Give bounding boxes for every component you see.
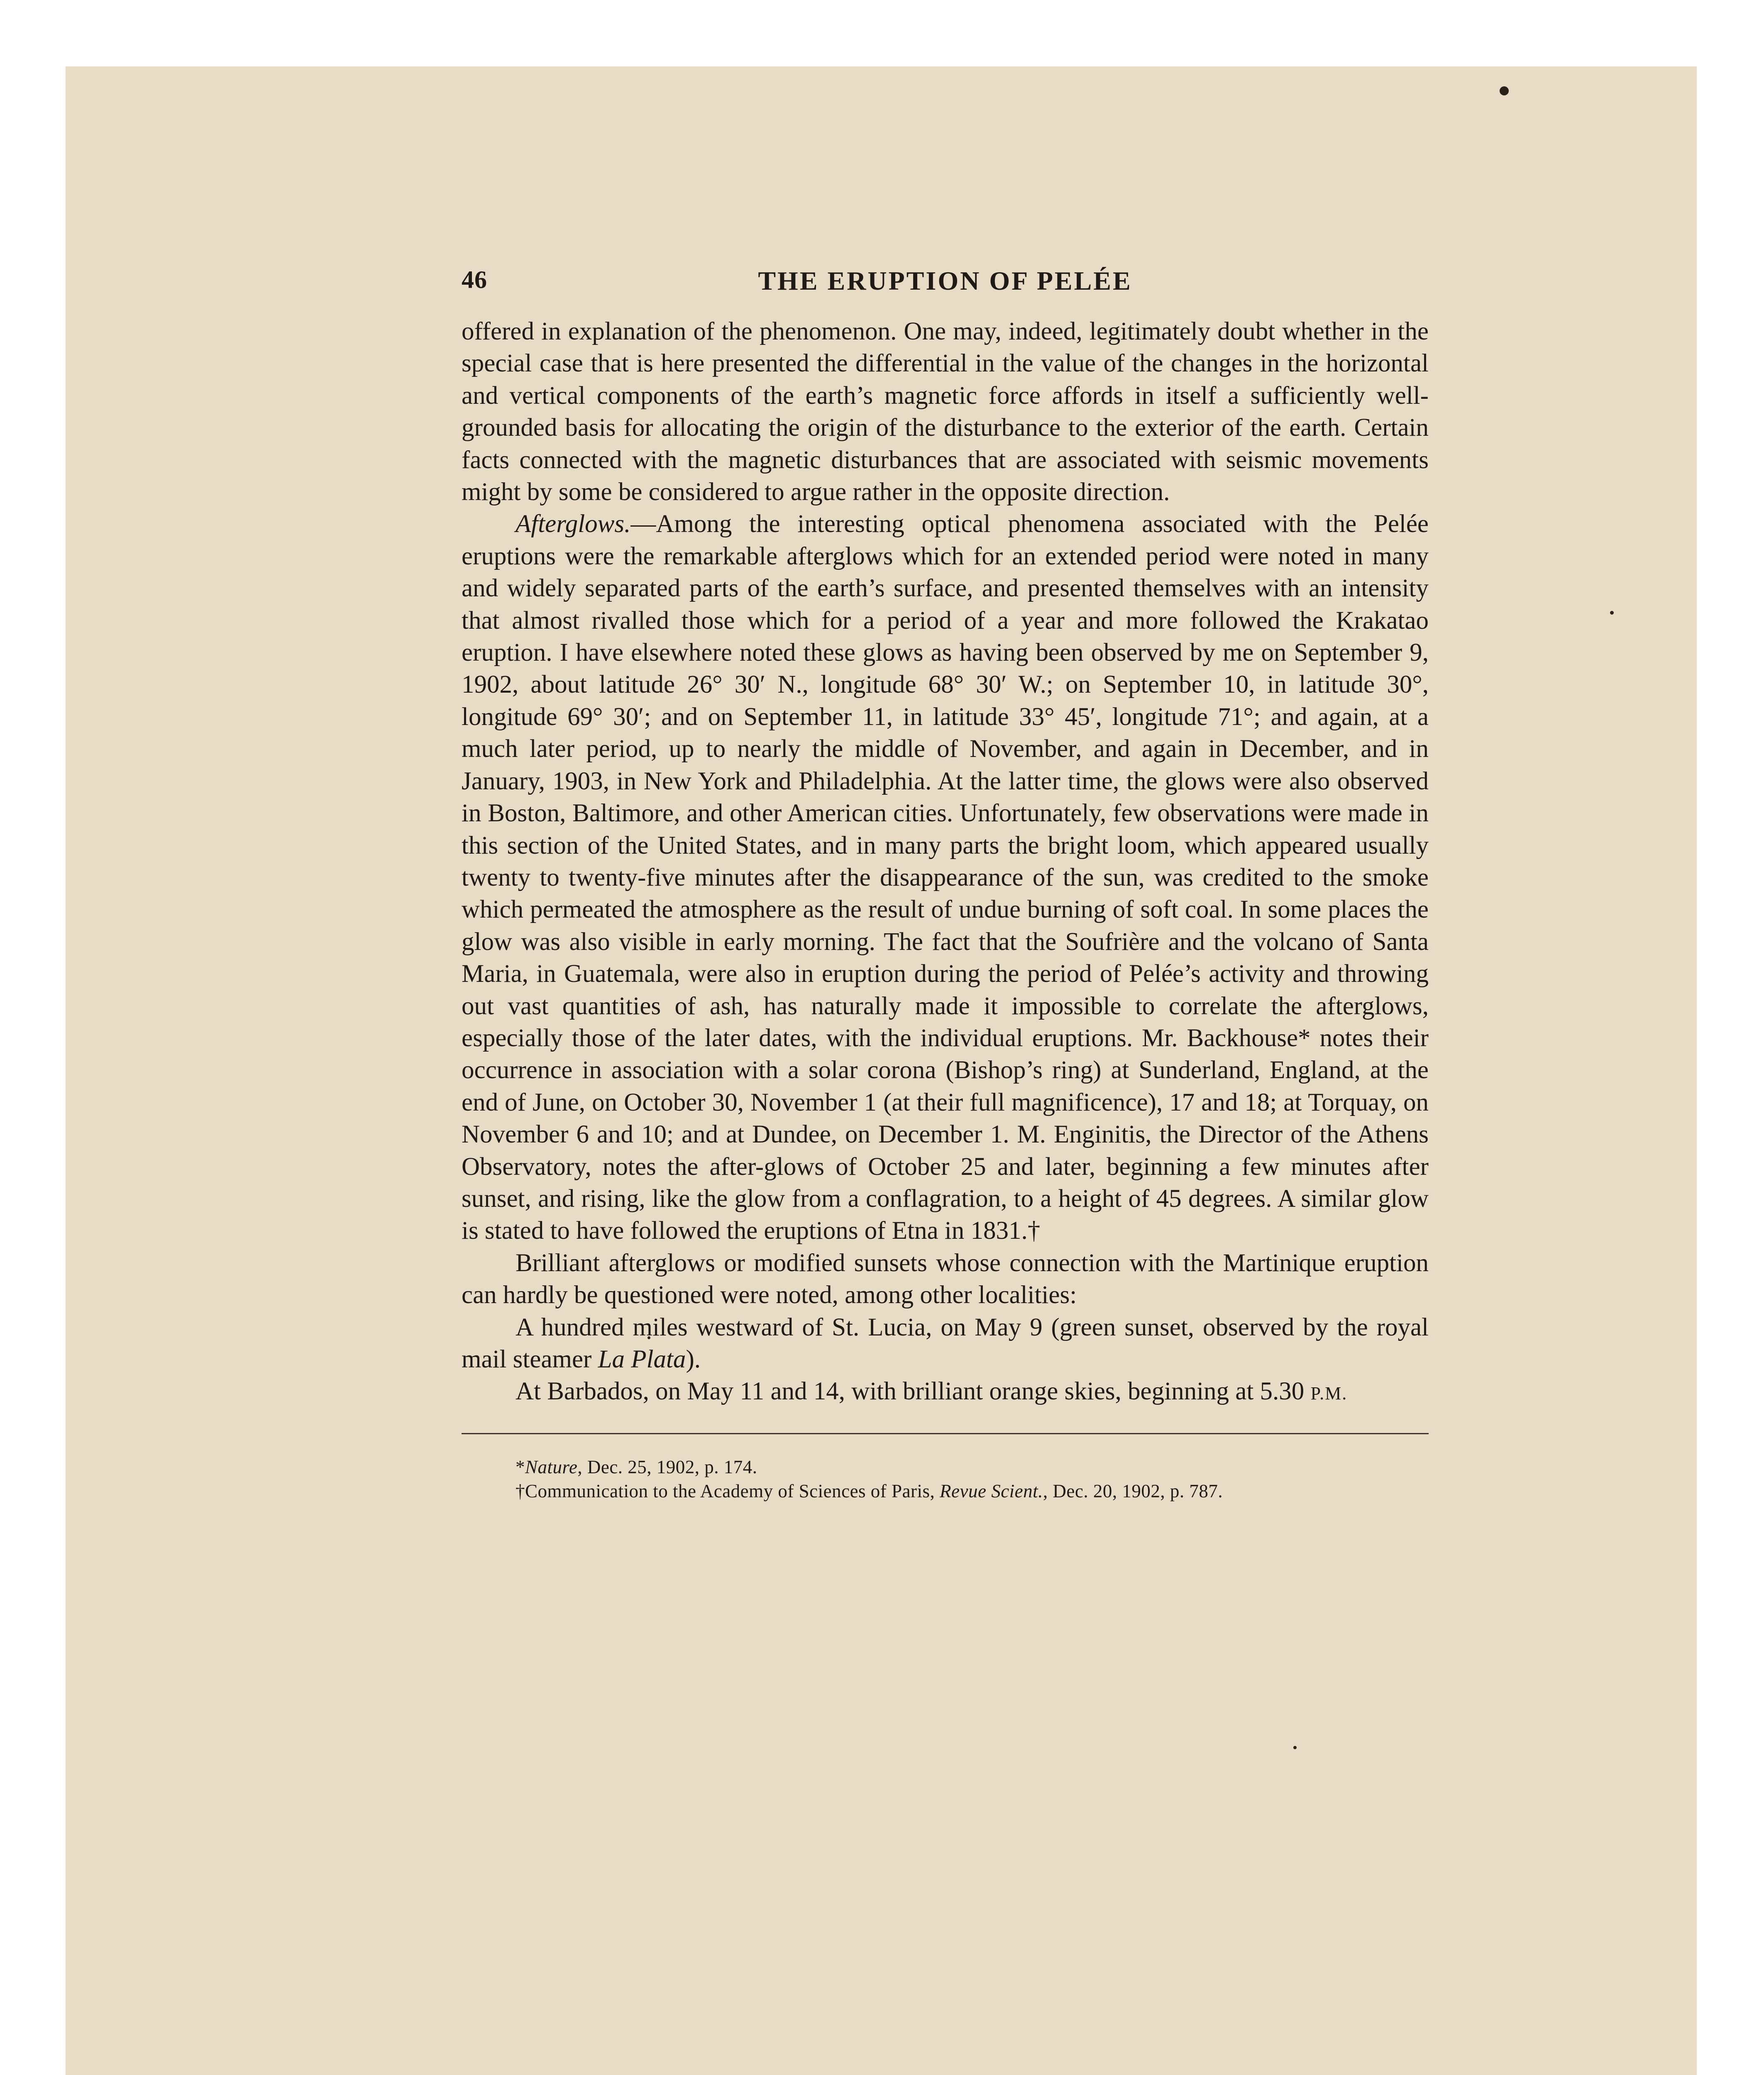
running-head — [462, 266, 1429, 315]
footnote-2 — [462, 1479, 1429, 1503]
footnote-rule — [462, 1433, 1429, 1434]
footnote-2-text: †Communication to the Academy of Sciences of Paris, — [516, 1480, 940, 1501]
page-text — [462, 266, 1429, 1503]
page-number: 46 — [462, 266, 487, 293]
ink-speck — [1500, 86, 1509, 95]
footnote-2-source: Revue Scient. — [940, 1480, 1043, 1501]
paragraph-st-lucia — [462, 1311, 1429, 1376]
paragraph-magnetic: offered in explanation of the phenomenon. One may, indeed, legitimately doubt whether in the special case that is here presented the differential in the value of the changes in the horizontal and vertical components of the earth’s magnetic force affords in itself a sufficiently well-grounded basis for allocating the origin of the disturbance to the exterior of the earth. Certain facts connected with the magnetic disturbances that are associated with seismic movements might by some be considered to argue rather in the opposite direction. — [462, 317, 1429, 506]
ink-speck — [1293, 1746, 1297, 1749]
st-lucia-text: A hundred miles westward of St. Lucia, on May 9 (green sunset, observed by the royal mail steamer — [462, 1313, 1429, 1373]
paragraph-afterglows — [462, 508, 1429, 1247]
paragraph-brilliant-afterglows: Brilliant afterglows or modified sunsets whose connection with the Martinique eruption can hardly be questioned were noted, among other localities: — [462, 1249, 1429, 1309]
footnote-1-rest: , Dec. 25, 1902, p. 174. — [577, 1456, 757, 1477]
running-title: THE ERUPTION OF PELÉE — [758, 266, 1132, 295]
section-heading-afterglows: Afterglows. — [516, 510, 631, 538]
footnote-1 — [462, 1455, 1429, 1479]
body-text — [462, 315, 1429, 1410]
footnotes — [462, 1455, 1429, 1503]
footnote-1-source: Nature — [525, 1456, 578, 1477]
ship-name: La Plata — [598, 1345, 686, 1373]
ink-speck — [1610, 611, 1614, 615]
paragraph-barbados — [462, 1375, 1429, 1409]
time-pm: P.M. — [1310, 1383, 1348, 1404]
footnote-1-marker: * — [516, 1456, 525, 1477]
footnote-2-rest: , Dec. 20, 1902, p. 787. — [1043, 1480, 1223, 1501]
st-lucia-end: ). — [686, 1345, 701, 1373]
paragraph-afterglows-text: —Among the interesting optical phenomena associated with the Pelée eruptions were the remarkable afterglows which for an extended period were noted in many and widely separated parts of the earth’s surface, and presented themselves with an intensity that almost rivalled those which for a period of a year and more followed the Krakatao eruption. I have elsewhere noted these glows as having been observed by me on September 9, 1902, about latitude 26° 30′ N., longitude 68° 30′ W.; on September 10, in latitude 30°, longitude 69° 30′; and on September 11, in latitude 33° 45′, longitude 71°; and again, at a much later period, up to nearly the middle of November, and again in December, and in January, 1903, in New York and Philadelphia. At the latter time, the glows were also observed in Boston, Baltimore, and other American cities. Unfortunately, few observations were made in this section of the United States, and in many parts the bright loom, which appeared usually twenty to twenty-five minutes after the disappearance of the sun, was credited to the smoke which permeated the atmosphere as the result of undue burning of soft coal. In some places the glow was also visible in early morning. The fact that the Soufrière and the volcano of Santa Maria, in Guatemala, were also in eruption during the period of Pelée’s activity and throwing out vast quantities of ash, has naturally made it impossible to correlate the afterglows, especially those of the later dates, with the individual eruptions. Mr. Backhouse* notes their occurrence in association with a solar corona (Bishop’s ring) at Sunderland, England, at the end of June, on October 30, November 1 (at their full magnificence), 17 and 18; at Torquay, on November 6 and 10; and at Dundee, on December 1. M. Enginitis, the Director of the Athens Observatory, notes the after-glows of October 25 and later, beginning a few minutes after sunset, and rising, like the glow from a conflagration, to a height of 45 degrees. A similar glow is stated to have followed the eruptions of Etna in 1831.† — [462, 510, 1429, 1245]
barbados-text: At Barbados, on May 11 and 14, with brilliant orange skies, beginning at 5.30 — [516, 1377, 1311, 1406]
